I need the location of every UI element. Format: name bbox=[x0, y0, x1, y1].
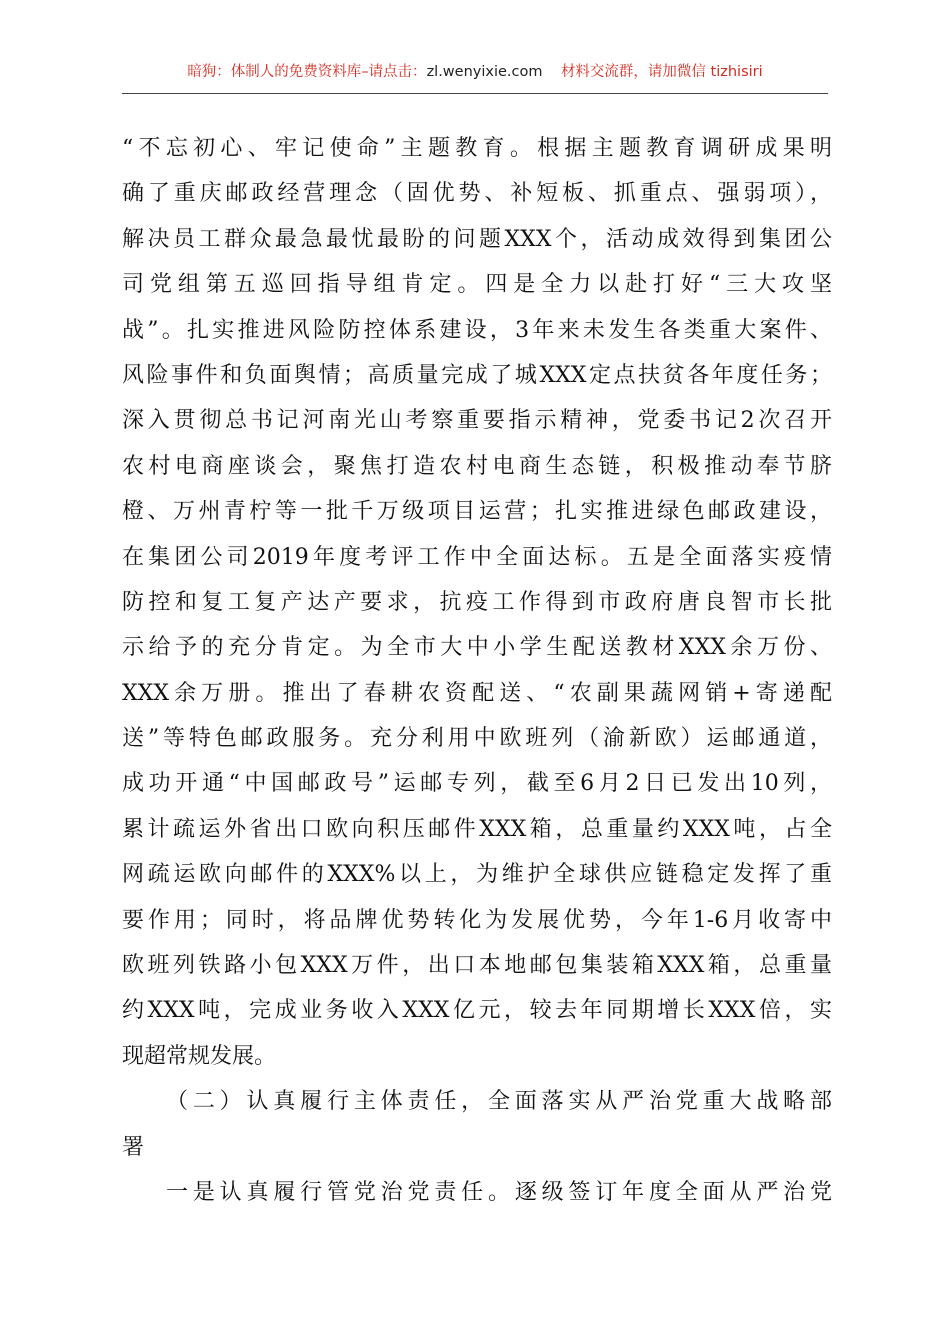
header-click-hint: –请点击： bbox=[361, 64, 427, 80]
paragraph-responsibility bbox=[122, 1170, 832, 1215]
paragraph-achievements bbox=[122, 126, 832, 1079]
text-line: 确了重庆邮政经营理念（固优势、补短板、抓重点、强弱项）， bbox=[122, 181, 832, 207]
text-line: 送”等特色邮政服务。充分利用中欧班列（渝新欧）运邮通道， bbox=[122, 726, 832, 752]
text-line: 欧班列铁路小包XXX万件，出口本地邮包集装箱XXX箱，总重量 bbox=[122, 953, 832, 979]
text-line: 解决员工群众最急最忧最盼的问题XXX个，活动成效得到集团公 bbox=[122, 226, 832, 252]
text-line: 示给予的充分肯定。为全市大中小学生配送教材XXX余万份、 bbox=[122, 635, 832, 661]
section-heading bbox=[122, 1079, 832, 1170]
text-line: 累计疏运外省出口欧向积压邮件XXX箱，总重量约XXX吨，占全 bbox=[122, 816, 832, 842]
text-line: 现超常规发展。 bbox=[122, 1043, 277, 1069]
text-line: 约XXX吨，完成业务收入XXX亿元，较去年同期增长XXX倍，实 bbox=[122, 998, 832, 1024]
text-line: 风险事件和负面舆情；高质量完成了城XXX定点扶贫各年度任务； bbox=[122, 362, 832, 388]
text-line: XXX余万册。推出了春耕农资配送、“农副果蔬网销+寄递配 bbox=[122, 680, 832, 706]
text-line: 要作用；同时，将品牌优势转化为发展优势，今年1-6月收寄中 bbox=[122, 907, 832, 933]
page-header bbox=[122, 62, 828, 82]
header-url-link[interactable]: zl.wenyixie.com bbox=[426, 64, 543, 80]
heading-line: 署 bbox=[122, 1134, 145, 1160]
document-body bbox=[122, 126, 832, 1215]
text-line: 农村电商座谈会，聚焦打造农村电商生态链，积极推动奉节脐 bbox=[122, 453, 832, 479]
text-line: 在集团公司2019年度考评工作中全面达标。五是全面落实疫情 bbox=[122, 544, 832, 570]
text-line: 防控和复工复产达产要求，抗疫工作得到市政府唐良智市长批 bbox=[122, 589, 832, 615]
text-line: 成功开通“中国邮政号”运邮专列，截至6月2日已发出10列， bbox=[122, 771, 832, 797]
header-group-note: 材料交流群，请加微信 tizhisiri bbox=[560, 64, 763, 80]
heading-line: （二）认真履行主体责任，全面落实从严治党重大战略部 bbox=[166, 1089, 832, 1115]
text-line: 网疏运欧向邮件的XXX%以上，为维护全球供应链稳定发挥了重 bbox=[122, 862, 832, 888]
text-line: 一是认真履行管党治党责任。逐级签订年度全面从严治党 bbox=[166, 1179, 832, 1205]
header-site-name: 暗狗：体制人的免费资料库 bbox=[187, 64, 362, 80]
text-line: 战”。扎实推进风险防控体系建设，3年来未发生各类重大案件、 bbox=[122, 317, 832, 343]
header-divider bbox=[122, 93, 828, 94]
text-line: 司党组第五巡回指导组肯定。四是全力以赴打好“三大攻坚 bbox=[122, 272, 832, 298]
text-line: 橙、万州青柠等一批千万级项目运营；扎实推进绿色邮政建设， bbox=[122, 499, 832, 525]
text-line: “不忘初心、牢记使命”主题教育。根据主题教育调研成果明 bbox=[122, 136, 832, 161]
text-line: 深入贯彻总书记河南光山考察重要指示精神，党委书记2次召开 bbox=[122, 408, 832, 434]
